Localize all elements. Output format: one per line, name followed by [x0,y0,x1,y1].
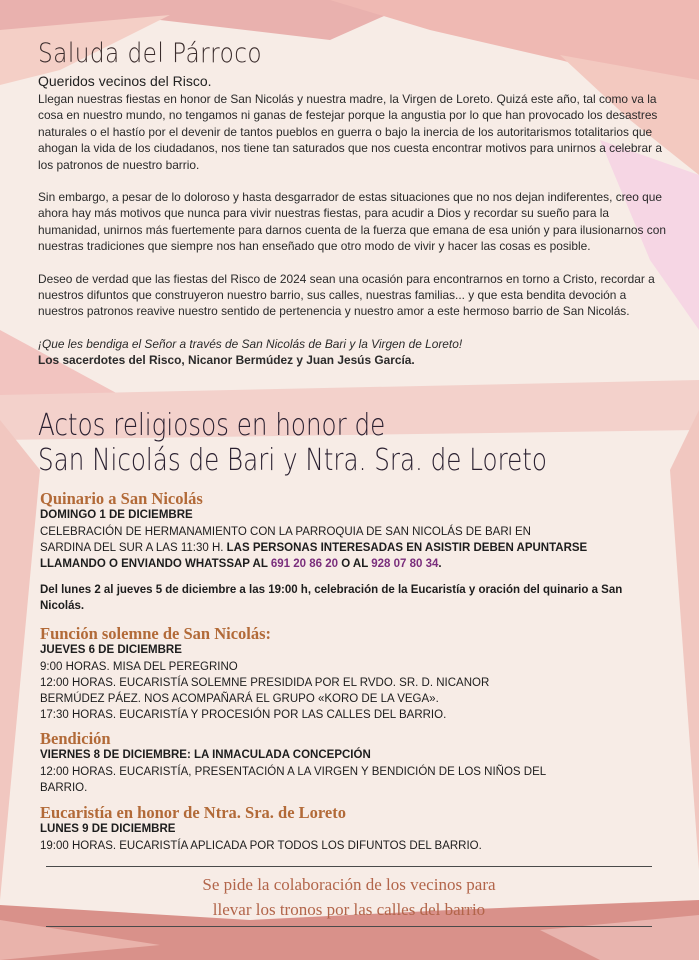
section-heading: Eucaristía en honor de Ntra. Sra. de Loreto [40,803,346,822]
section-line: 12:00 HORAS. EUCARISTÍA SOLEMNE PRESIDIDA POR EL RVDO. SR. D. NICANOR [40,676,490,689]
blessing: ¡Que les bendiga el Señor a través de San Nicolás de Bari y la Virgen de Loreto! [38,336,463,351]
section-line: BERMÚDEZ PÁEZ. NOS ACOMPAÑARÁ EL GRUPO «KORO DE LA VEGA». [40,692,439,705]
divider-bottom [46,926,652,927]
section-heading: Función solemne de San Nicolás: [40,624,272,643]
section-line-plain: SARDINA DEL SUR A LAS 11:30 H. [40,541,227,554]
section-date: LUNES 9 DE DICIEMBRE [40,823,176,835]
section-line: CELEBRACIÓN DE HERMANAMIENTO CON LA PARROQUIA DE SAN NICOLÁS DE BARI EN [40,525,531,538]
phone-number[interactable]: 928 07 80 34 [371,557,439,570]
appeal-line: llevar los tronos por las calles del barrio [212,900,486,919]
section-loreto [40,803,660,854]
letter-paragraph: Sin embargo, a pesar de lo doloroso y hasta desgarrador de estas situaciones que no nos dejan indiferentes, creo que ahora hay más motivos que nunca para vivir nuestras fiestas, para acudir a Dios y recordar su sueño para la humanidad, unirnos más fuertemente para darnos cuenta de la fuerza que emana de esa unión y para ilusionarnos con nuestras tradiciones que siempre nos han enseñado que otro modo de vivir y hacer las cosas es posible. [38,190,666,254]
appeal-line: Se pide la colaboración de los vecinos para [202,875,496,894]
section-line [40,556,660,572]
letter-paragraph: Llegan nuestras fiestas en honor de San Nicolás y nuestra madre, la Virgen de Loreto. Quizá este año, tal como va la cosa en nuestro mundo, no tengamos ni ganas de festejar porque la angustia por lo que han provocado los desastres naturales o el hastío por el devenir de tantos pueblos en guerra o bajo la inercia de los autoritarismos totalitarios que ahogan la vida de los ciudadanos, nos tiene tan saturados que nos cuesta encontrar motivos para unirnos a celebrar a los patronos de nuestro barrio. [38,92,662,172]
acts-title-line: Actos religiosos en honor de [38,408,386,443]
section-line: 19:00 HORAS. EUCARISTÍA APLICADA POR TODOS LOS DIFUNTOS DEL BARRIO. [40,839,482,852]
section-date: DOMINGO 1 DE DICIEMBRE [40,509,193,521]
section-funcion [40,624,660,723]
signature: Los sacerdotes del Risco, Nicanor Bermúdez y Juan Jesús García. [38,353,415,368]
contact-end: . [438,557,442,570]
section-heading: Bendición [40,729,111,748]
section-line: BARRIO. [40,781,88,794]
section-bendicion [40,729,660,796]
greeting: Queridos vecinos del Risco. [38,73,212,89]
letter-body [38,91,670,369]
letter-title: Saluda del Párroco [38,38,263,69]
contact-connector: O AL [338,557,372,570]
section-date: JUEVES 6 DE DICIEMBRE [40,644,182,656]
weekday-note: Del lunes 2 al jueves 5 de diciembre a las 19:00 h, celebración de la Eucaristía y oración del quinario a San Nicolás. [40,583,623,612]
section-line: 9:00 HORAS. MISA DEL PEREGRINO [40,660,238,673]
acts-title-line: San Nicolás de Bari y Ntra. Sra. de Loreto [38,443,547,478]
contact-prefix: LLAMANDO O ENVIANDO WHATSSAP AL [40,557,271,570]
appeal [46,872,652,922]
divider-top [46,866,652,867]
letter-paragraph: Deseo de verdad que las fiestas del Risco de 2024 sean una ocasión para encontrarnos en torno a Cristo, recordar a nuestros difuntos que construyeron nuestro barrio, sus calles, nuestras familias... y que esta bendita devoción a nuestros patronos reavive nuestro sentido de pertenencia y nuestro amor a este hermoso barrio de San Nicolás. [38,271,655,319]
section-quinario [40,489,660,614]
phone-number[interactable]: 691 20 86 20 [270,557,339,570]
acts-title [38,408,547,478]
section-line-bold: LAS PERSONAS INTERESADAS EN ASISTIR DEBEN APUNTARSE [226,541,588,554]
section-line: 17:30 HORAS. EUCARISTÍA Y PROCESIÓN POR LAS CALLES DEL BARRIO. [40,708,447,721]
section-line: 12:00 HORAS. EUCARISTÍA, PRESENTACIÓN A LA VIRGEN Y BENDICIÓN DE LOS NIÑOS DEL [40,765,547,778]
section-line [40,540,660,556]
section-date: VIERNES 8 DE DICIEMBRE: LA INMACULADA CONCEPCIÓN [40,749,371,761]
section-heading: Quinario a San Nicolás [40,489,203,508]
